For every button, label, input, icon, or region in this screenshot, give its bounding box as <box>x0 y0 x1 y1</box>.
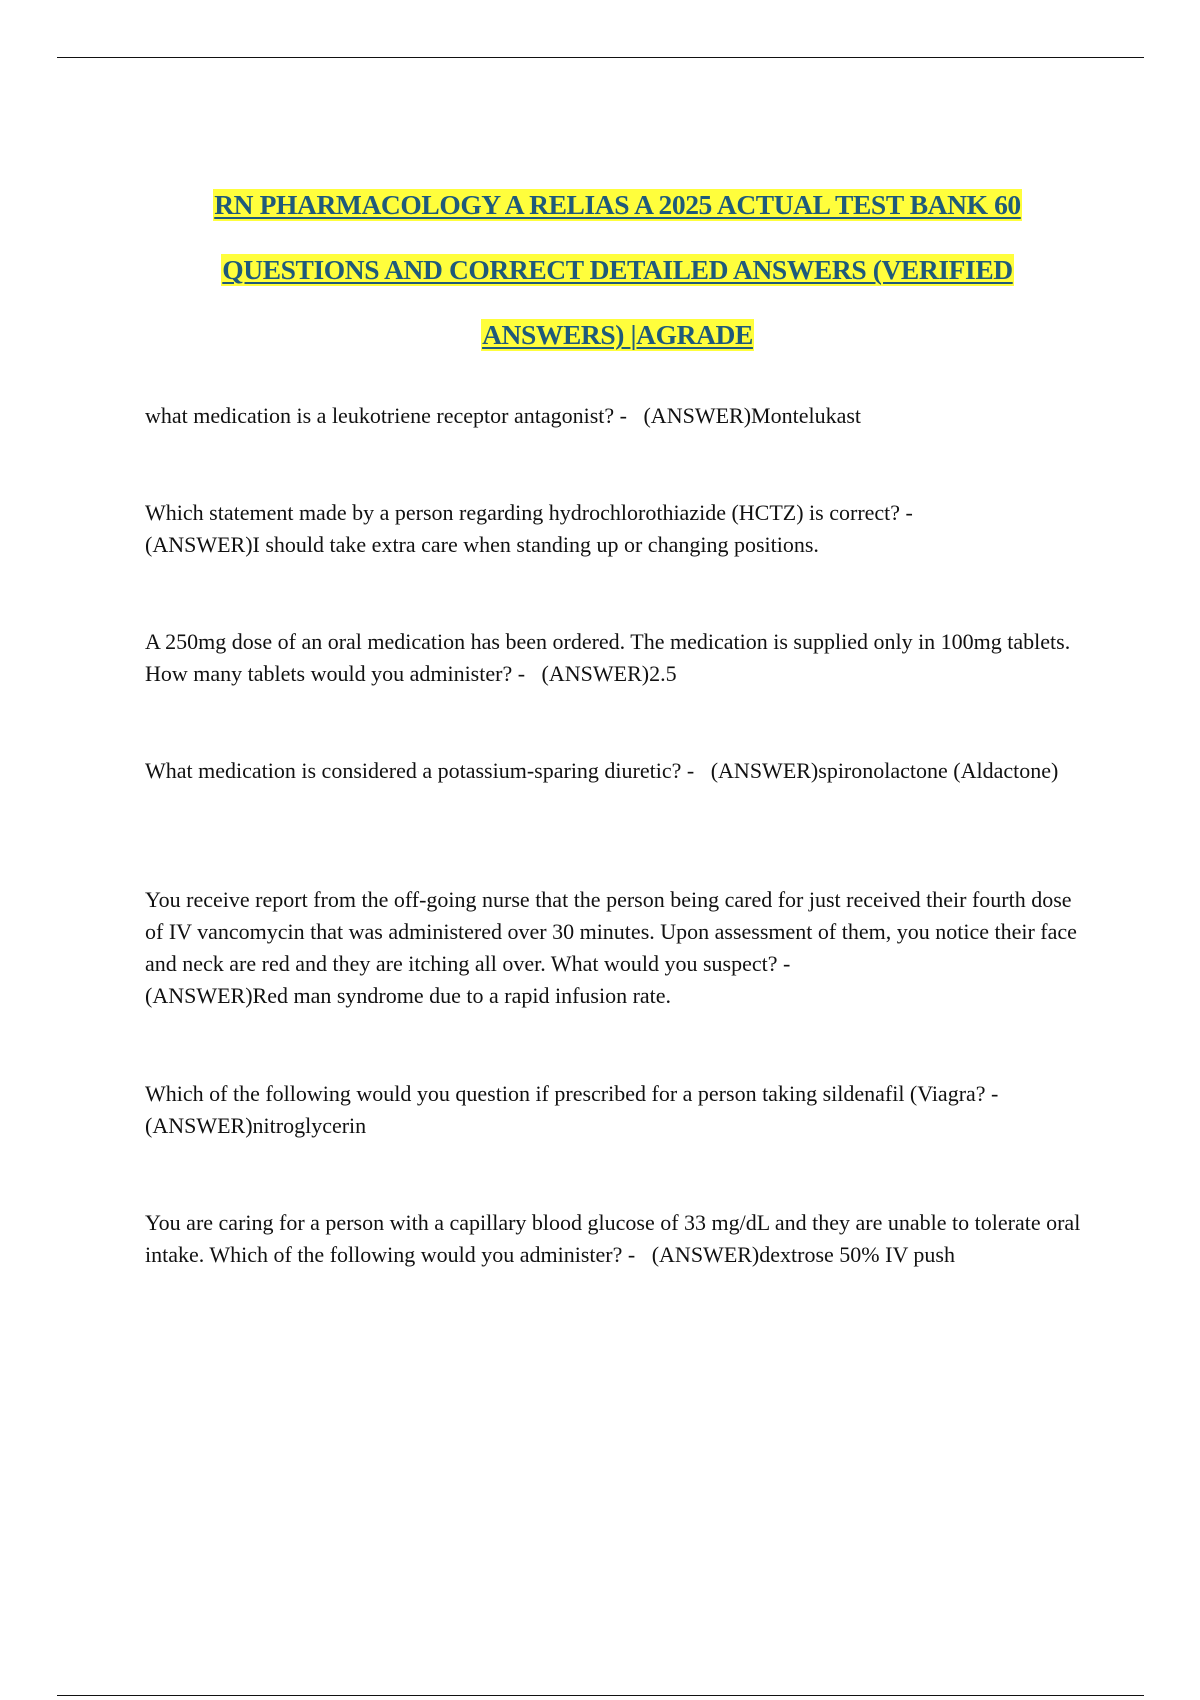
answer-text: (ANSWER)dextrose 50% IV push <box>651 1242 955 1267</box>
top-rule <box>57 57 1144 58</box>
question-text: Which of the following would you question if prescribed for a person taking sildenafil (Viagra? - <box>145 1081 999 1106</box>
answer-text: (ANSWER)nitroglycerin <box>145 1113 367 1138</box>
qa-item <box>145 400 1095 432</box>
qa-item <box>145 755 1095 787</box>
question-text: You are caring for a person with a capillary blood glucose of 33 mg/dL and they are unable to tolerate oral intake. Which of the following would you administer? - <box>145 1210 1081 1267</box>
answer-text: (ANSWER)spironolactone (Aldactone) <box>710 758 1059 783</box>
qa-item <box>145 497 1095 561</box>
answer-text: (ANSWER)Montelukast <box>643 403 862 428</box>
bottom-rule <box>57 1695 1144 1696</box>
title-line-2: QUESTIONS AND CORRECT DETAILED ANSWERS (VERIFIED <box>222 254 1013 285</box>
question-text: What medication is considered a potassium-sparing diuretic? - <box>145 758 695 783</box>
question-text: Which statement made by a person regarding hydrochlorothiazide (HCTZ) is correct? - <box>145 500 913 525</box>
qa-item <box>145 626 1095 690</box>
question-text: what medication is a leukotriene receptor antagonist? - <box>145 403 627 428</box>
question-text: A 250mg dose of an oral medication has been ordered. The medication is supplied only in 100mg tablets. How many tablets would you administer? - <box>145 629 1071 686</box>
document-title <box>120 188 1115 383</box>
qa-item <box>145 1078 1095 1142</box>
answer-text: (ANSWER)Red man syndrome due to a rapid infusion rate. <box>145 983 672 1008</box>
title-line-3: ANSWERS) |AGRADE <box>482 319 753 350</box>
qa-item <box>145 1207 1095 1271</box>
qa-item <box>145 884 1095 1012</box>
answer-text: (ANSWER)2.5 <box>541 661 677 686</box>
title-line-1: RN PHARMACOLOGY A RELIAS A 2025 ACTUAL TEST BANK 60 <box>214 189 1021 220</box>
answer-text: (ANSWER)I should take extra care when standing up or changing positions. <box>145 532 819 557</box>
question-text: You receive report from the off-going nurse that the person being cared for just received their fourth dose of IV vancomycin that was administered over 30 minutes. Upon assessment of them, you notice their face and neck are red and they are itching all over. What would you suspect? - <box>145 887 1077 976</box>
